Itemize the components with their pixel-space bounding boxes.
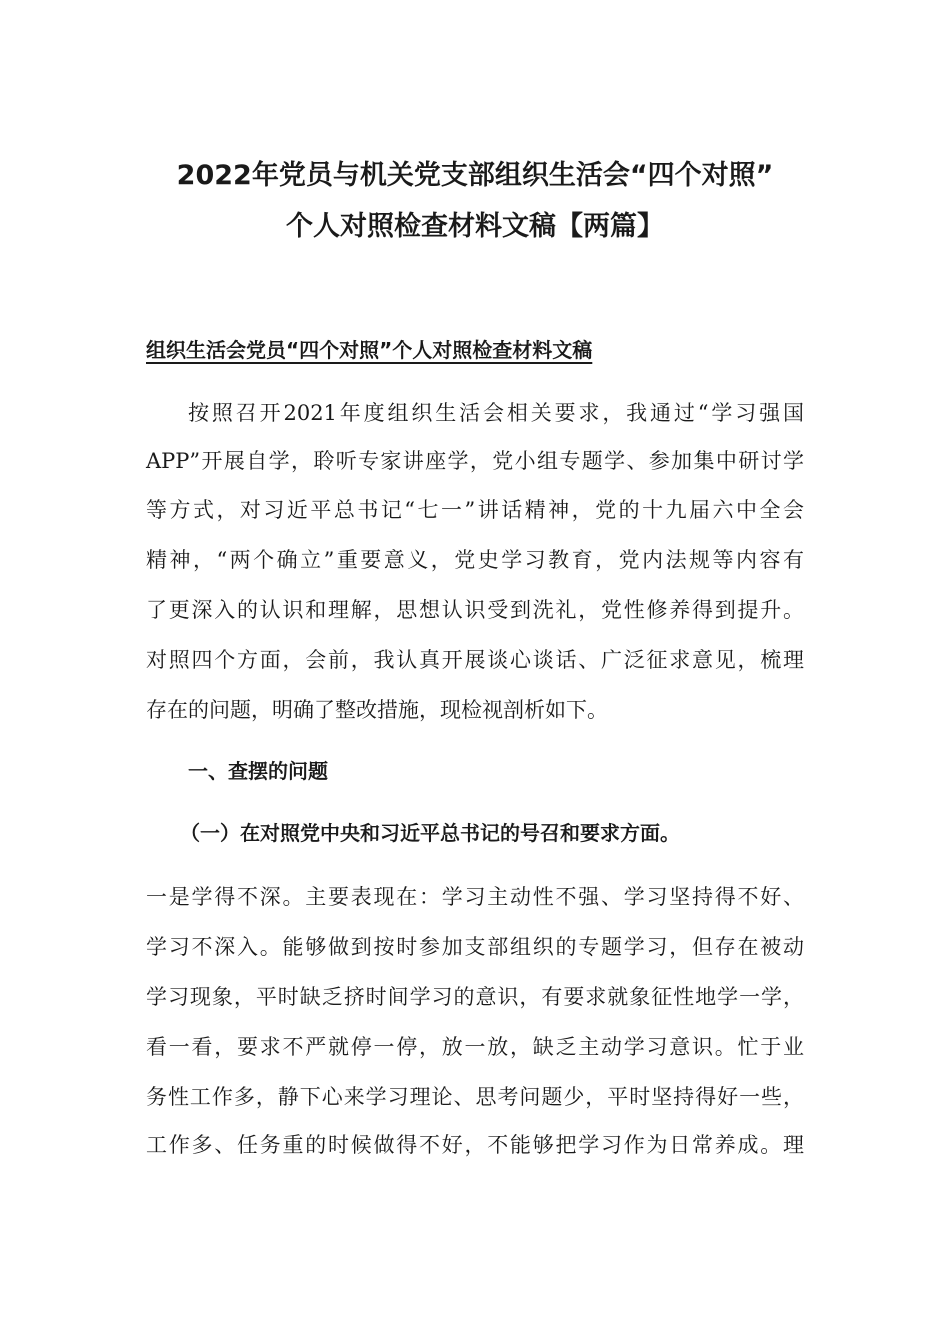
intro-line-2: APP”开展自学，聆听专家讲座学，党小组专题学、参加集中研讨学 xyxy=(146,449,804,473)
intro-line-5: 了更深入的认识和理解，思想认识受到洗礼，党性修养得到提升。 xyxy=(146,598,804,622)
body-line-1: 一是学得不深。主要表现在：学习主动性不强、学习坚持得不好、 xyxy=(146,885,804,909)
article-subtitle: 组织生活会党员“四个对照”个人对照检查材料文稿 xyxy=(146,338,593,362)
document-title-line-2: 个人对照检查材料文稿【两篇】 xyxy=(286,211,664,242)
body-line-5: 务性工作多，静下心来学习理论、思考问题少，平时坚持得好一些， xyxy=(146,1085,804,1109)
intro-line-6: 对照四个方面，会前，我认真开展谈心谈话、广泛征求意见，梳理 xyxy=(146,648,804,672)
intro-line-3: 等方式，对习近平总书记“七一”讲话精神，党的十九届六中全会 xyxy=(146,498,804,522)
body-line-6: 工作多、任务重的时候做得不好，不能够把学习作为日常养成。理 xyxy=(146,1133,804,1157)
subsection-heading-1: （一）在对照党中央和习近平总书记的号召和要求方面。 xyxy=(180,821,680,845)
intro-line-4: 精神，“两个确立”重要意义，党史学习教育，党内法规等内容有 xyxy=(146,548,804,572)
intro-line-7: 存在的问题，明确了整改措施，现检视剖析如下。 xyxy=(146,698,608,722)
intro-line-1: 按照召开2021年度组织生活会相关要求，我通过“学习强国 xyxy=(188,401,804,425)
section-heading-1: 一、查摆的问题 xyxy=(188,759,328,783)
body-line-2: 学习不深入。能够做到按时参加支部组织的专题学习，但存在被动 xyxy=(146,935,804,959)
body-line-3: 学习现象，平时缺乏挤时间学习的意识，有要求就象征性地学一学， xyxy=(146,985,804,1009)
body-line-4: 看一看，要求不严就停一停，放一放，缺乏主动学习意识。忙于业 xyxy=(146,1035,804,1059)
document-title-line-1: 2022年党员与机关党支部组织生活会“四个对照” xyxy=(176,160,774,191)
